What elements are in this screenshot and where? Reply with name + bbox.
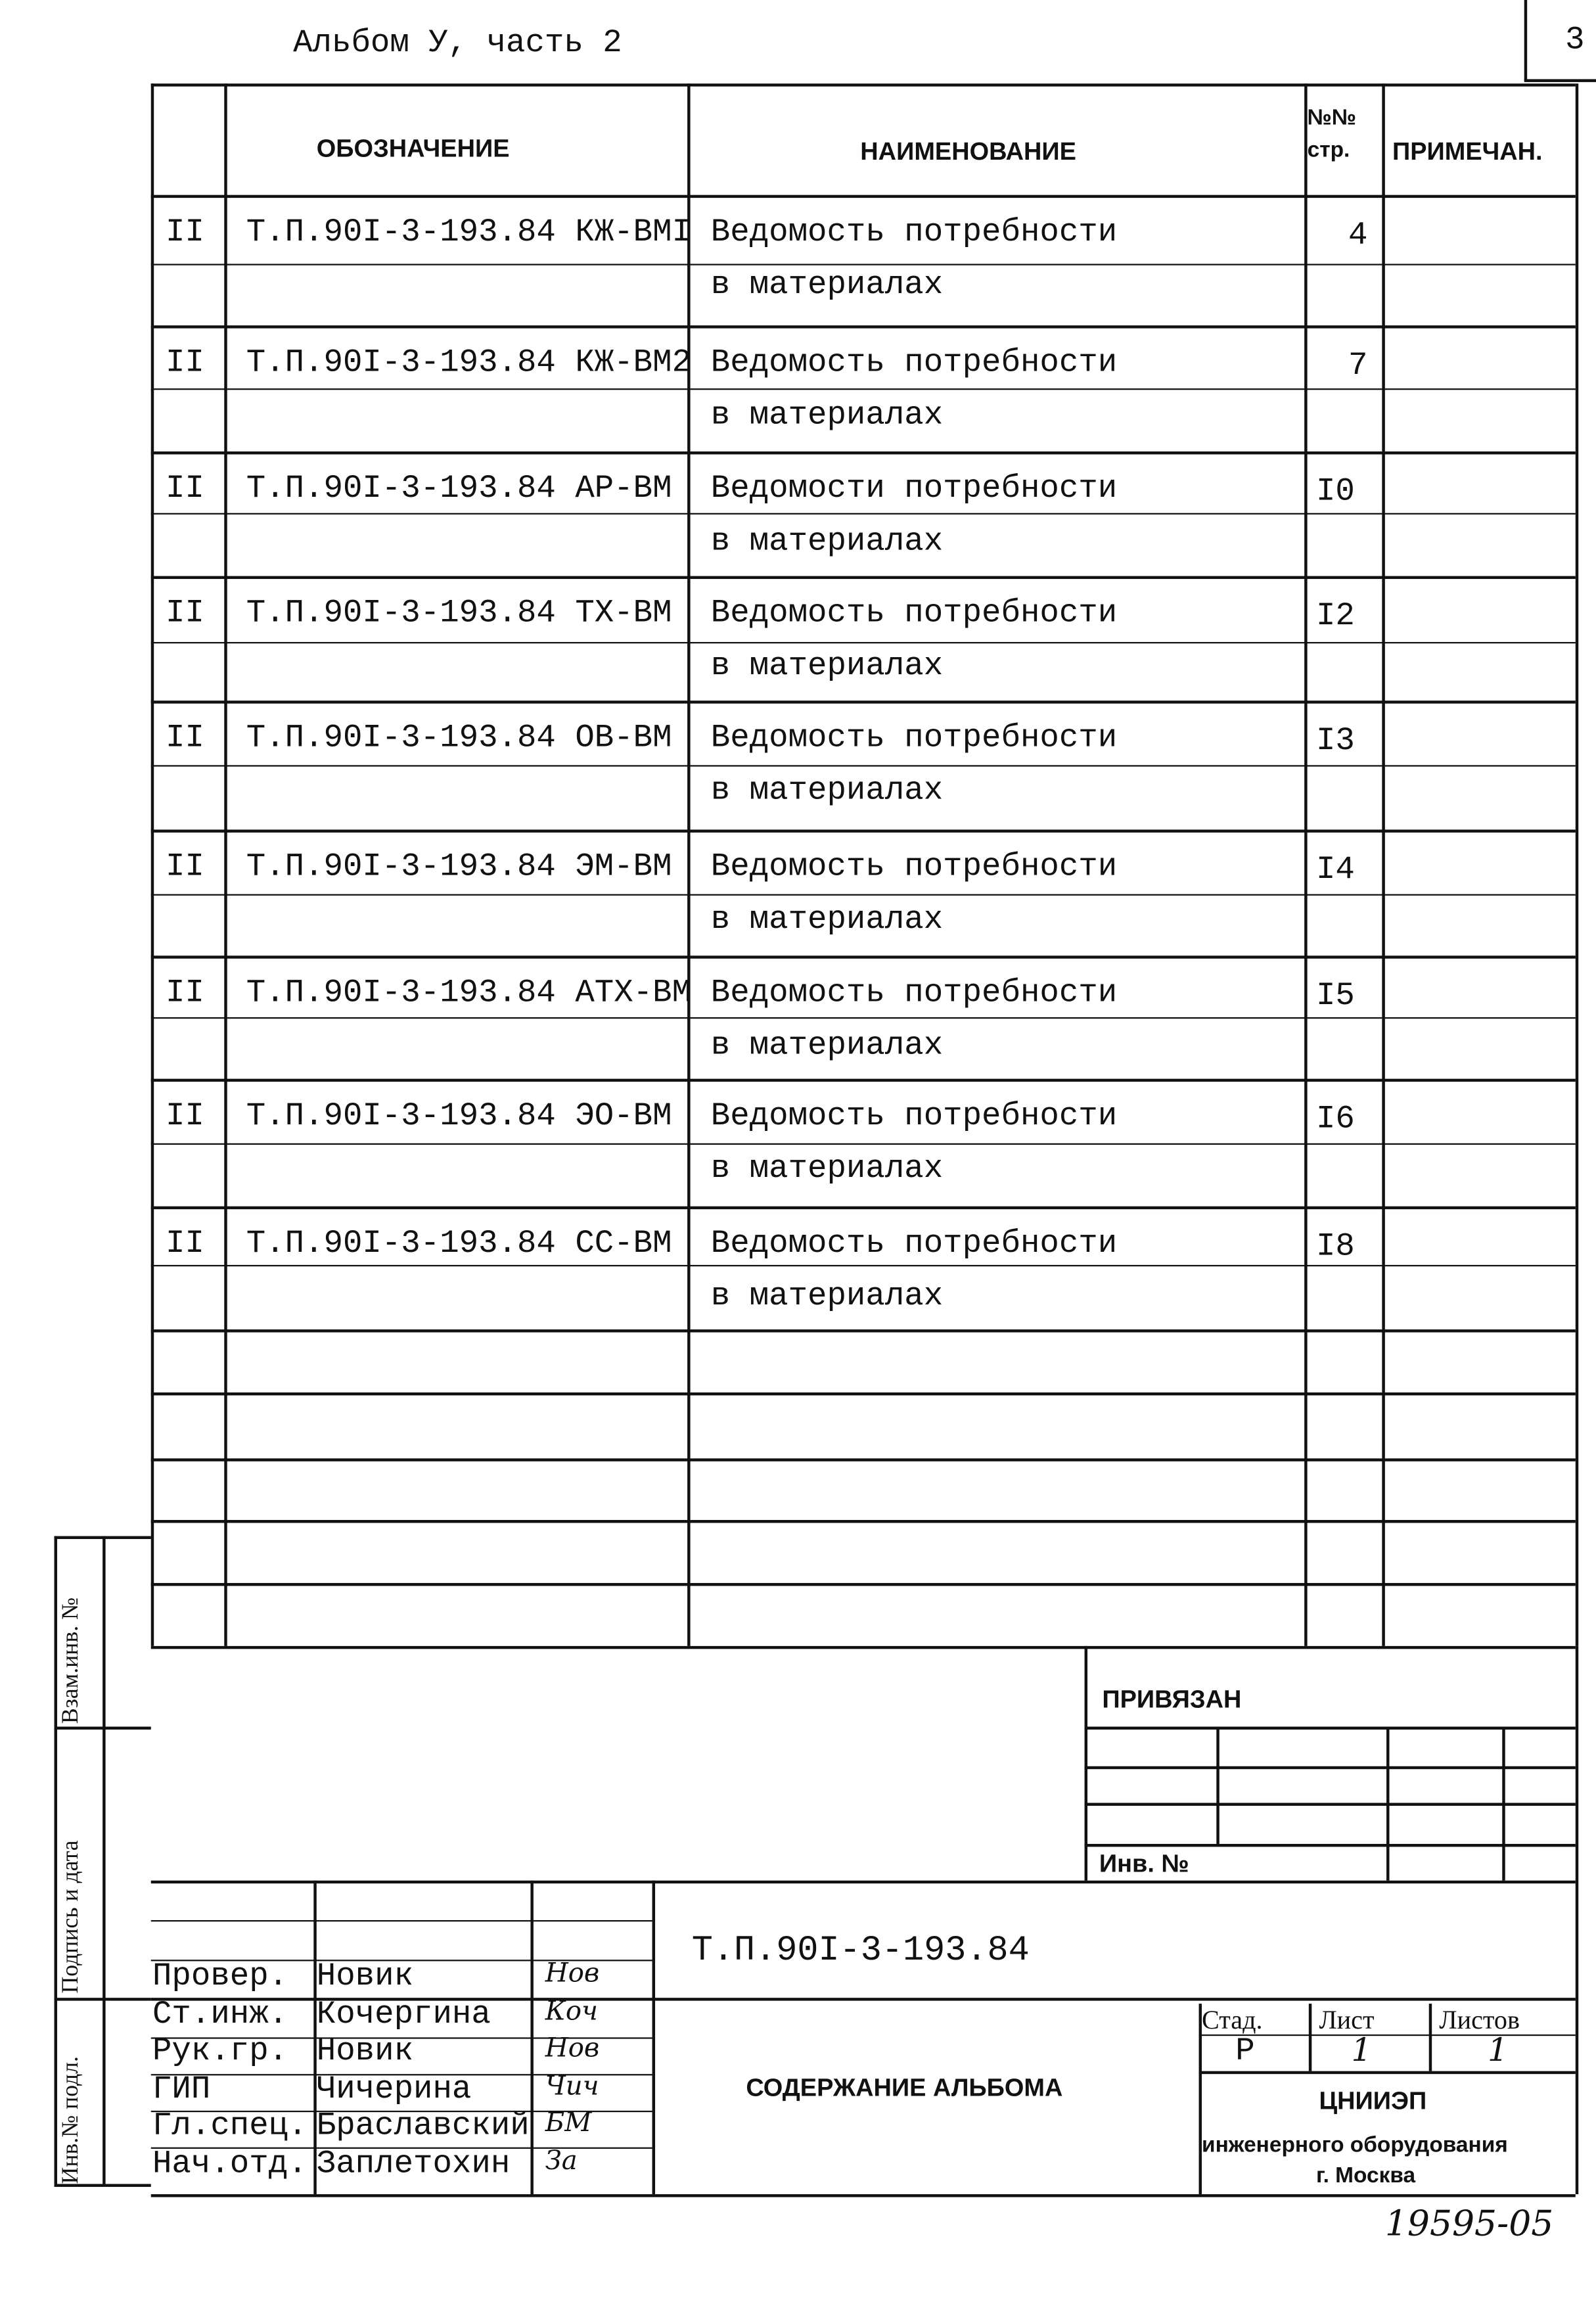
- rule-line: [1304, 83, 1307, 1646]
- rule-line: [687, 83, 690, 1646]
- designation-code: Т.П.90I-3-193.84 ЭМ-ВМ: [246, 848, 672, 886]
- document-name-cont: в материалах: [710, 1150, 944, 1187]
- rule-line: [151, 451, 1576, 454]
- document-name: Ведомость потребности: [710, 1225, 1118, 1262]
- document-name: Ведомость потребности: [710, 720, 1118, 756]
- rule-line: [151, 1392, 1576, 1395]
- signer-name: Чичерина: [316, 2070, 472, 2107]
- rule-line: [1216, 1727, 1219, 1844]
- document-name-cont: в материалах: [710, 647, 944, 685]
- page-number: I6: [1315, 1101, 1355, 1138]
- page-number: 4: [1348, 217, 1368, 254]
- rule-line: [151, 1143, 1576, 1145]
- signer-role: Рук.гр.: [152, 2033, 288, 2070]
- rule-line: [151, 894, 1576, 896]
- signer-name: Браславский: [316, 2107, 530, 2145]
- signer-signature: Нов: [545, 2033, 600, 2064]
- rule-line: [151, 513, 1576, 515]
- rule-line: [151, 955, 1576, 958]
- signer-role: Провер.: [152, 1958, 288, 1995]
- rule-line: [55, 1536, 57, 2184]
- document-name-cont: в материалах: [710, 266, 944, 304]
- signer-name: Кочергина: [316, 1995, 491, 2033]
- document-name-cont: в материалах: [710, 772, 944, 810]
- document-name: Ведомости потребности: [710, 470, 1118, 507]
- rule-line: [151, 1881, 1576, 1883]
- designation-code: Т.П.90I-3-193.84 АТХ-ВМ: [246, 975, 692, 1012]
- rule-line: [151, 1329, 1576, 1332]
- rule-line: [1576, 1646, 1578, 2194]
- page-number: I2: [1315, 598, 1355, 635]
- sheets-value: 1: [1487, 2033, 1509, 2070]
- signer-name: Заплетохин: [316, 2145, 511, 2182]
- rule-line: [103, 1536, 105, 2184]
- rule-line: [652, 1998, 1576, 2000]
- part-number: II: [166, 470, 204, 507]
- rule-line: [1386, 1727, 1389, 1881]
- rule-line: [1576, 83, 1578, 1646]
- rule-line: [151, 1017, 1576, 1019]
- rule-line: [151, 1206, 1576, 1209]
- document-code: Т.П.90I-3-193.84: [691, 1931, 1030, 1972]
- organization-city: г. Москва: [1315, 2163, 1416, 2189]
- rule-line: [151, 576, 1576, 579]
- rule-line: [1502, 1727, 1505, 1881]
- document-name: Ведомость потребности: [710, 975, 1118, 1012]
- column-header-designation: ОБОЗНАЧЕНИЕ: [316, 135, 510, 163]
- rule-line: [151, 83, 1576, 86]
- rule-line: [151, 1583, 1576, 1586]
- rule-line: [224, 83, 227, 1646]
- page-number: I8: [1315, 1228, 1355, 1265]
- column-header-page: №№ стр.: [1307, 105, 1357, 163]
- part-number: II: [166, 1097, 204, 1135]
- page-number: 7: [1348, 347, 1368, 384]
- rule-line: [151, 325, 1576, 328]
- rule-line: [151, 83, 154, 1646]
- rule-line: [151, 1520, 1576, 1523]
- signer-signature: За: [545, 2145, 578, 2176]
- signer-role: Нач.отд.: [152, 2145, 308, 2182]
- column-header-name: НАИМЕНОВАНИЕ: [860, 137, 1076, 166]
- rule-line: [151, 195, 1576, 198]
- document-title: СОДЕРЖАНИЕ АЛЬБОМА: [746, 2074, 1063, 2102]
- column-header-note: ПРИМЕЧАН.: [1392, 137, 1543, 166]
- rule-line: [55, 1536, 151, 1539]
- document-name-cont: в материалах: [710, 1027, 944, 1065]
- signer-signature: БМ: [545, 2107, 592, 2139]
- rule-line: [1524, 79, 1596, 81]
- album-title: Альбом У, часть 2: [293, 24, 622, 62]
- rule-line: [151, 1646, 1576, 1649]
- organization-dept: инженерного оборудования: [1202, 2132, 1508, 2158]
- designation-code: Т.П.90I-3-193.84 ОВ-ВМ: [246, 720, 672, 756]
- label-signature-date: Подпись и дата: [58, 1840, 84, 1994]
- page-number: I4: [1315, 851, 1355, 888]
- rule-line: [652, 1881, 655, 2194]
- signer-role: Гл.спец.: [152, 2107, 308, 2145]
- signer-role: ГИП: [152, 2070, 211, 2107]
- sheet-value: 1: [1351, 2033, 1372, 2070]
- rule-line: [55, 1727, 151, 1730]
- sheet-label: Лист: [1319, 2005, 1375, 2034]
- signer-signature: Чич: [545, 2070, 599, 2102]
- rule-line: [1524, 0, 1527, 81]
- designation-code: Т.П.90I-3-193.84 ТХ-ВМ: [246, 595, 672, 632]
- designation-code: Т.П.90I-3-193.84 ЭО-ВМ: [246, 1097, 672, 1135]
- rule-line: [530, 1881, 533, 2194]
- signer-signature: Нов: [545, 1958, 600, 1989]
- sheet-number: 3: [1565, 22, 1585, 59]
- page-number: I0: [1315, 473, 1355, 511]
- document-name: Ведомость потребности: [710, 344, 1118, 381]
- rule-line: [55, 1998, 151, 2000]
- rule-line: [1199, 2004, 1202, 2194]
- rule-line: [151, 1265, 1576, 1266]
- rule-line: [151, 264, 1576, 265]
- rule-line: [151, 388, 1576, 390]
- document-name-cont: в материалах: [710, 901, 944, 938]
- stage-value: Р: [1235, 2033, 1255, 2070]
- part-number: II: [166, 848, 204, 886]
- document-name-cont: в материалах: [710, 397, 944, 434]
- organization: ЦНИИЭП: [1319, 2087, 1427, 2115]
- part-number: II: [166, 344, 204, 381]
- part-number: II: [166, 214, 204, 251]
- part-number: II: [166, 975, 204, 1012]
- document-name: Ведомость потребности: [710, 848, 1118, 886]
- sheets-label: Листов: [1439, 2005, 1520, 2034]
- signer-signature: Коч: [545, 1995, 598, 2027]
- part-number: II: [166, 720, 204, 756]
- rule-line: [1199, 2071, 1576, 2074]
- document-name: Ведомость потребности: [710, 1097, 1118, 1135]
- rule-line: [151, 1079, 1576, 1082]
- document-name: Ведомость потребности: [710, 214, 1118, 251]
- rule-line: [151, 2194, 1576, 2197]
- archive-number: 19595-05: [1384, 2203, 1554, 2244]
- rule-line: [1429, 2004, 1432, 2071]
- signer-role: Ст.инж.: [152, 1995, 288, 2033]
- rule-line: [151, 1920, 652, 1921]
- rule-line: [1199, 2034, 1576, 2036]
- document-name-cont: в материалах: [710, 1277, 944, 1315]
- part-number: II: [166, 595, 204, 632]
- signer-name: Новик: [316, 1958, 414, 1995]
- inv-no-label: Инв. №: [1099, 1849, 1189, 1878]
- part-number: II: [166, 1225, 204, 1262]
- document-name-cont: в материалах: [710, 523, 944, 561]
- rule-line: [151, 642, 1576, 643]
- rule-line: [1309, 2004, 1311, 2071]
- rule-line: [55, 2184, 151, 2186]
- rule-line: [151, 1458, 1576, 1461]
- rule-line: [151, 765, 1576, 766]
- signer-name: Новик: [316, 2033, 414, 2070]
- page-number: I5: [1315, 977, 1355, 1015]
- designation-code: Т.П.90I-3-193.84 СС-ВМ: [246, 1225, 672, 1262]
- designation-code: Т.П.90I-3-193.84 КЖ-ВМI: [246, 214, 692, 251]
- rule-line: [151, 829, 1576, 832]
- designation-code: Т.П.90I-3-193.84 АР-ВМ: [246, 470, 672, 507]
- label-replace-inv: Взам.инв. №: [58, 1597, 84, 1724]
- designation-code: Т.П.90I-3-193.84 КЖ-ВМ2: [246, 344, 692, 381]
- rule-line: [151, 701, 1576, 703]
- page-number: I3: [1315, 722, 1355, 760]
- document-name: Ведомость потребности: [710, 595, 1118, 632]
- label-inv-original: Инв.№ подл.: [58, 2056, 84, 2184]
- stage-label: Стад.: [1202, 2005, 1263, 2034]
- bound-label: ПРИВЯЗАН: [1102, 1686, 1242, 1714]
- rule-line: [1382, 83, 1384, 1646]
